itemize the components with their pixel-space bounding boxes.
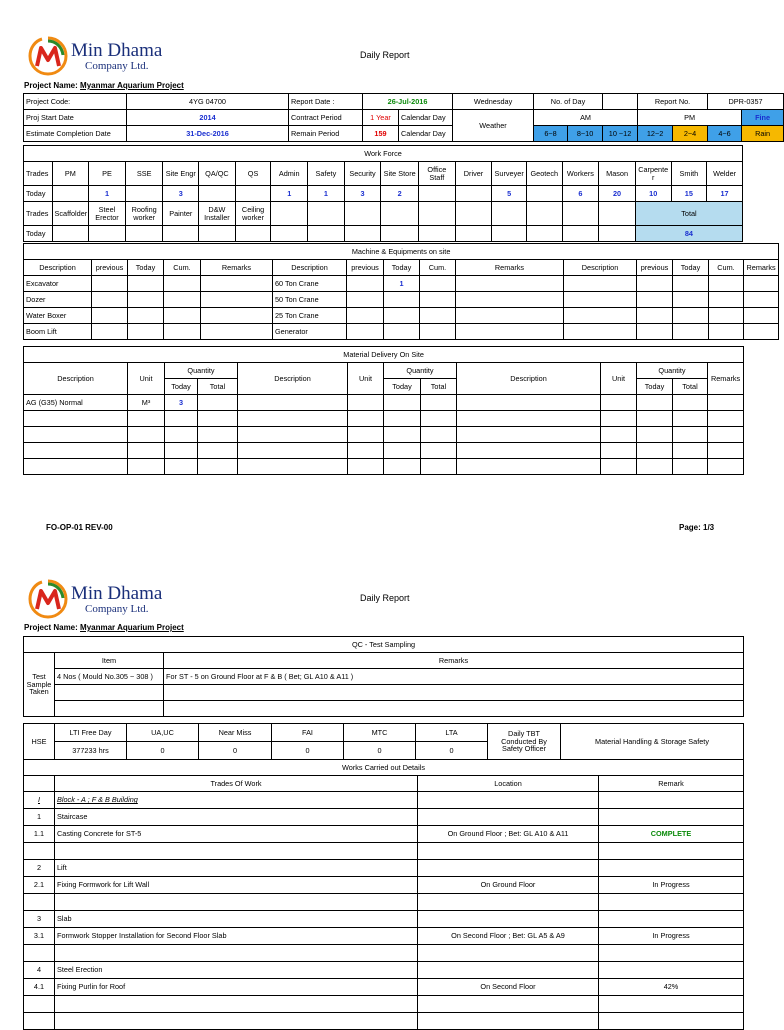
pm-label: PM [638, 110, 742, 126]
works-head: Location [418, 776, 599, 792]
works-remark [599, 894, 744, 911]
today-head: Today [165, 379, 198, 395]
works-trade: Formwork Stopper Installation for Second Floor Slab [55, 928, 418, 945]
works-location [418, 945, 599, 962]
trade-head: Safety [308, 162, 345, 186]
machine-title: Machine & Equipments on site [24, 244, 779, 260]
machine-today: 1 [384, 276, 420, 292]
works-trade [55, 894, 418, 911]
works-no [24, 843, 55, 860]
works-remark: In Progress [599, 928, 744, 945]
trade-count [199, 186, 236, 202]
works-location [418, 1013, 599, 1030]
project-line [24, 623, 184, 632]
company-sub: Company Ltd. [85, 59, 149, 72]
proj-start: 2014 [127, 110, 289, 126]
col-head: Description [564, 260, 637, 276]
material-desc-head: Description [238, 363, 348, 395]
trade-head: Workers [562, 162, 599, 186]
works-remark [599, 860, 744, 877]
works-trade: Fixing Formwork for Lift Wall [55, 877, 418, 894]
material-today: 3 [165, 395, 198, 411]
works-location: On Ground Floor ; Bet: GL A10 & A11 [418, 826, 599, 843]
trade-count: 20 [599, 186, 636, 202]
trades-label: Trades [24, 202, 53, 226]
company-name: Min Dhama [71, 582, 163, 604]
trade-count: 3 [163, 186, 199, 202]
col-head: Description [24, 260, 92, 276]
trade-head: PE [89, 162, 126, 186]
machine-table [23, 243, 779, 340]
works-location [418, 911, 599, 928]
calendar-day-1: Calendar Day [399, 110, 453, 126]
workforce-title: Work Force [24, 146, 743, 162]
works-no: 2.1 [24, 877, 55, 894]
est-completion-label: Estimate Completion Date [24, 126, 127, 142]
hse-value: 377233 hrs [55, 742, 127, 760]
trade-count: 1 [89, 186, 126, 202]
hse-value: 0 [199, 742, 272, 760]
trade-head: Geotech [526, 162, 562, 186]
works-location: On Second Floor ; Bet: GL A5 & A9 [418, 928, 599, 945]
material-desc-head: Description [24, 363, 128, 395]
trade-head: Steel Erector [89, 202, 126, 226]
works-no: 4.1 [24, 979, 55, 996]
trade-count: 3 [344, 186, 381, 202]
col-head: Remarks [744, 260, 779, 276]
company-name: Min Dhama [71, 39, 163, 61]
project-code: 4YG 04700 [127, 94, 289, 110]
company-logo [28, 579, 162, 619]
hse-head: FAI [272, 724, 344, 742]
works-row [24, 894, 744, 911]
qc-item-value: 4 Nos ( Mould No.305 ~ 308 ) [55, 669, 164, 685]
works-row [24, 792, 744, 809]
col-head: Remarks [456, 260, 564, 276]
works-no [24, 1013, 55, 1030]
proj-start-label: Proj Start Date [24, 110, 127, 126]
trade-head: Driver [455, 162, 492, 186]
works-trade: Casting Concrete for ST-5 [55, 826, 418, 843]
trade-count [455, 186, 492, 202]
page-number: Page: 1/3 [679, 523, 715, 532]
works-location [418, 996, 599, 1013]
col-head: Cum. [420, 260, 456, 276]
hse-table [23, 723, 744, 760]
trade-head: Office Staff [419, 162, 456, 186]
hse-head: LTA [416, 724, 488, 742]
works-trade [55, 1013, 418, 1030]
machine-name: Boom Lift [24, 324, 92, 340]
works-location [418, 809, 599, 826]
time-slot: 8~10 [568, 126, 603, 142]
works-remark [599, 911, 744, 928]
trade-count: 6 [562, 186, 599, 202]
project-label: Project Name: [24, 81, 78, 90]
material-unit: M³ [128, 395, 165, 411]
test-sample-label: Test Sample Taken [24, 653, 55, 717]
works-location [418, 843, 599, 860]
header-table [23, 93, 784, 142]
works-row [24, 826, 744, 843]
total-label: Total [635, 202, 742, 226]
report-no-label: Report No. [638, 94, 708, 110]
material-desc-head: Description [457, 363, 601, 395]
works-remark [599, 843, 744, 860]
material-qty-head: Quantity [384, 363, 457, 379]
trade-head: Carpenter [635, 162, 671, 186]
col-head: Remarks [201, 260, 273, 276]
machine-name: Generator [273, 324, 347, 340]
works-row [24, 928, 744, 945]
machine-name: Water Boxer [24, 308, 92, 324]
works-trade [55, 843, 418, 860]
works-no: 2 [24, 860, 55, 877]
works-location [418, 962, 599, 979]
col-head: previous [347, 260, 384, 276]
hse-value: 0 [272, 742, 344, 760]
works-trade: Fixing Purlin for Roof [55, 979, 418, 996]
report-date-label: Report Date : [289, 94, 363, 110]
hse-head: Near Miss [199, 724, 272, 742]
col-head: Description [273, 260, 347, 276]
qc-item-head: Item [55, 653, 164, 669]
trade-count: 15 [671, 186, 707, 202]
machine-name: 50 Ton Crane [273, 292, 347, 308]
material-unit-head: Unit [601, 363, 637, 395]
works-trade [55, 945, 418, 962]
trade-head: Admin [271, 162, 308, 186]
works-location [418, 894, 599, 911]
hse-head: LTI Free Day [55, 724, 127, 742]
trade-count [526, 186, 562, 202]
col-head: Today [673, 260, 709, 276]
contract-period: 1 Year [363, 110, 399, 126]
today-head: Today [384, 379, 421, 395]
works-row [24, 860, 744, 877]
trade-head: Security [344, 162, 381, 186]
material-unit-head: Unit [128, 363, 165, 395]
works-trade: Staircase [55, 809, 418, 826]
trade-count: 10 [635, 186, 671, 202]
qc-table [23, 636, 744, 717]
hse-head: MTC [344, 724, 416, 742]
works-remark [599, 962, 744, 979]
works-trade: Block - A ; F & B Building [55, 792, 418, 809]
report-date: 26-Jul-2016 [363, 94, 453, 110]
works-row [24, 996, 744, 1013]
trade-head: Site Store [381, 162, 419, 186]
trade-count [125, 186, 163, 202]
trade-count [52, 186, 89, 202]
material-title: Material Delivery On Site [24, 347, 744, 363]
works-remark: COMPLETE [599, 826, 744, 843]
works-remark [599, 945, 744, 962]
report-no: DPR-0357 [708, 94, 784, 110]
works-location: On Second Floor [418, 979, 599, 996]
trade-count: 2 [381, 186, 419, 202]
works-location [418, 792, 599, 809]
works-table [23, 759, 744, 1030]
col-head: Cum. [709, 260, 744, 276]
works-no: 3.1 [24, 928, 55, 945]
company-logo-icon [28, 579, 68, 619]
material-qty-head: Quantity [637, 363, 708, 379]
machine-name: Excavator [24, 276, 92, 292]
time-slot: 4~6 [708, 126, 742, 142]
trade-count: 17 [707, 186, 743, 202]
remain-period-label: Remain Period [289, 126, 363, 142]
works-row [24, 877, 744, 894]
remain-period: 159 [363, 126, 399, 142]
works-row [24, 809, 744, 826]
works-row [24, 962, 744, 979]
works-row [24, 1013, 744, 1030]
company-sub: Company Ltd. [85, 602, 149, 615]
works-remark [599, 996, 744, 1013]
tbt-topic: Material Handling & Storage Safety [561, 724, 744, 760]
col-head: previous [92, 260, 128, 276]
works-trade: Slab [55, 911, 418, 928]
project-name: Myanmar Aquarium Project [80, 81, 184, 90]
trade-head: Mason [599, 162, 636, 186]
project-name: Myanmar Aquarium Project [80, 623, 184, 632]
works-no: 1 [24, 809, 55, 826]
works-title: Works Carried out Details [24, 760, 744, 776]
works-trade [55, 996, 418, 1013]
time-slot: 10 ~12 [603, 126, 638, 142]
fine-label: Fine [742, 110, 784, 126]
trade-head: Painter [163, 202, 199, 226]
no-of-day-label: No. of Day [534, 94, 603, 110]
project-code-label: Project Code: [24, 94, 127, 110]
works-row [24, 911, 744, 928]
rain-label: Rain [742, 126, 784, 142]
works-trade: Lift [55, 860, 418, 877]
works-head: Remark [599, 776, 744, 792]
trade-head: Site Engr [163, 162, 199, 186]
calendar-day-2: Calendar Day [399, 126, 453, 142]
material-desc: AG (G35) Normal [24, 395, 128, 411]
qc-remarks-head: Remarks [164, 653, 744, 669]
trade-head: QS [235, 162, 271, 186]
trade-head: Welder [707, 162, 743, 186]
material-remarks-head: Remarks [708, 363, 744, 395]
hse-value: 0 [416, 742, 488, 760]
trades-label: Trades [24, 162, 53, 186]
weekday: Wednesday [453, 94, 534, 110]
hse-value: 0 [344, 742, 416, 760]
doc-title: Daily Report [360, 593, 410, 603]
time-slot: 2~4 [673, 126, 708, 142]
hse-head: UA,UC [127, 724, 199, 742]
works-location [418, 860, 599, 877]
est-completion: 31-Dec-2016 [127, 126, 289, 142]
weather-label: Weather [453, 110, 534, 142]
machine-name: 25 Ton Crane [273, 308, 347, 324]
material-table [23, 346, 744, 475]
hse-label: HSE [24, 724, 55, 760]
trade-count: 1 [308, 186, 345, 202]
works-trade: Steel Erection [55, 962, 418, 979]
total-head: Total [198, 379, 238, 395]
total-head: Total [421, 379, 457, 395]
works-remark [599, 1013, 744, 1030]
trade-head: Ceiling worker [235, 202, 271, 226]
works-no [24, 894, 55, 911]
works-row [24, 979, 744, 996]
works-location: On Ground Floor [418, 877, 599, 894]
works-no: 1.1 [24, 826, 55, 843]
trade-head: Smith [671, 162, 707, 186]
works-remark: 42% [599, 979, 744, 996]
time-slot: 6~8 [534, 126, 568, 142]
workforce-table [23, 145, 743, 242]
material-unit-head: Unit [348, 363, 384, 395]
am-label: AM [534, 110, 638, 126]
col-head: previous [637, 260, 673, 276]
col-head: Today [128, 260, 164, 276]
trade-head: D&W Installer [199, 202, 236, 226]
machine-name: Dozer [24, 292, 92, 308]
tbt-head: Daily TBT Conducted By Safety Officer [488, 724, 561, 760]
works-no [24, 996, 55, 1013]
col-head: Today [384, 260, 420, 276]
trade-head: SSE [125, 162, 163, 186]
project-label: Project Name: [24, 623, 78, 632]
trade-head: QA/QC [199, 162, 236, 186]
col-head: Cum. [164, 260, 201, 276]
no-of-day-value [603, 94, 638, 110]
works-remark [599, 792, 744, 809]
works-row [24, 945, 744, 962]
trade-head: PM [52, 162, 89, 186]
trade-count: 1 [271, 186, 308, 202]
works-no: 3 [24, 911, 55, 928]
works-no: I [24, 792, 55, 809]
today-label: Today [24, 186, 53, 202]
form-code: FO-OP-01 REV-00 [46, 523, 113, 532]
machine-name: 60 Ton Crane [273, 276, 347, 292]
trade-head: Surveyer [492, 162, 527, 186]
doc-title: Daily Report [360, 50, 410, 60]
total-value: 84 [635, 226, 742, 242]
contract-period-label: Contract Period [289, 110, 363, 126]
project-line [24, 81, 184, 90]
trade-head: Roofing worker [125, 202, 163, 226]
trade-head: Scaffolder [52, 202, 89, 226]
works-remark: In Progress [599, 877, 744, 894]
today-label: Today [24, 226, 53, 242]
qc-remarks-value: For ST - 5 on Ground Floor at F & B ( Bet; GL A10 & A11 ) [164, 669, 744, 685]
company-logo [28, 36, 162, 76]
company-logo-icon [28, 36, 68, 76]
works-head: Trades Of Work [55, 776, 418, 792]
total-head: Total [673, 379, 708, 395]
works-remark [599, 809, 744, 826]
today-head: Today [637, 379, 673, 395]
trade-count: 5 [492, 186, 527, 202]
works-no: 4 [24, 962, 55, 979]
qc-title: QC - Test Sampling [24, 637, 744, 653]
time-slot: 12~2 [638, 126, 673, 142]
hse-value: 0 [127, 742, 199, 760]
material-qty-head: Quantity [165, 363, 238, 379]
trade-count [235, 186, 271, 202]
trade-count [419, 186, 456, 202]
works-no [24, 945, 55, 962]
works-row [24, 843, 744, 860]
